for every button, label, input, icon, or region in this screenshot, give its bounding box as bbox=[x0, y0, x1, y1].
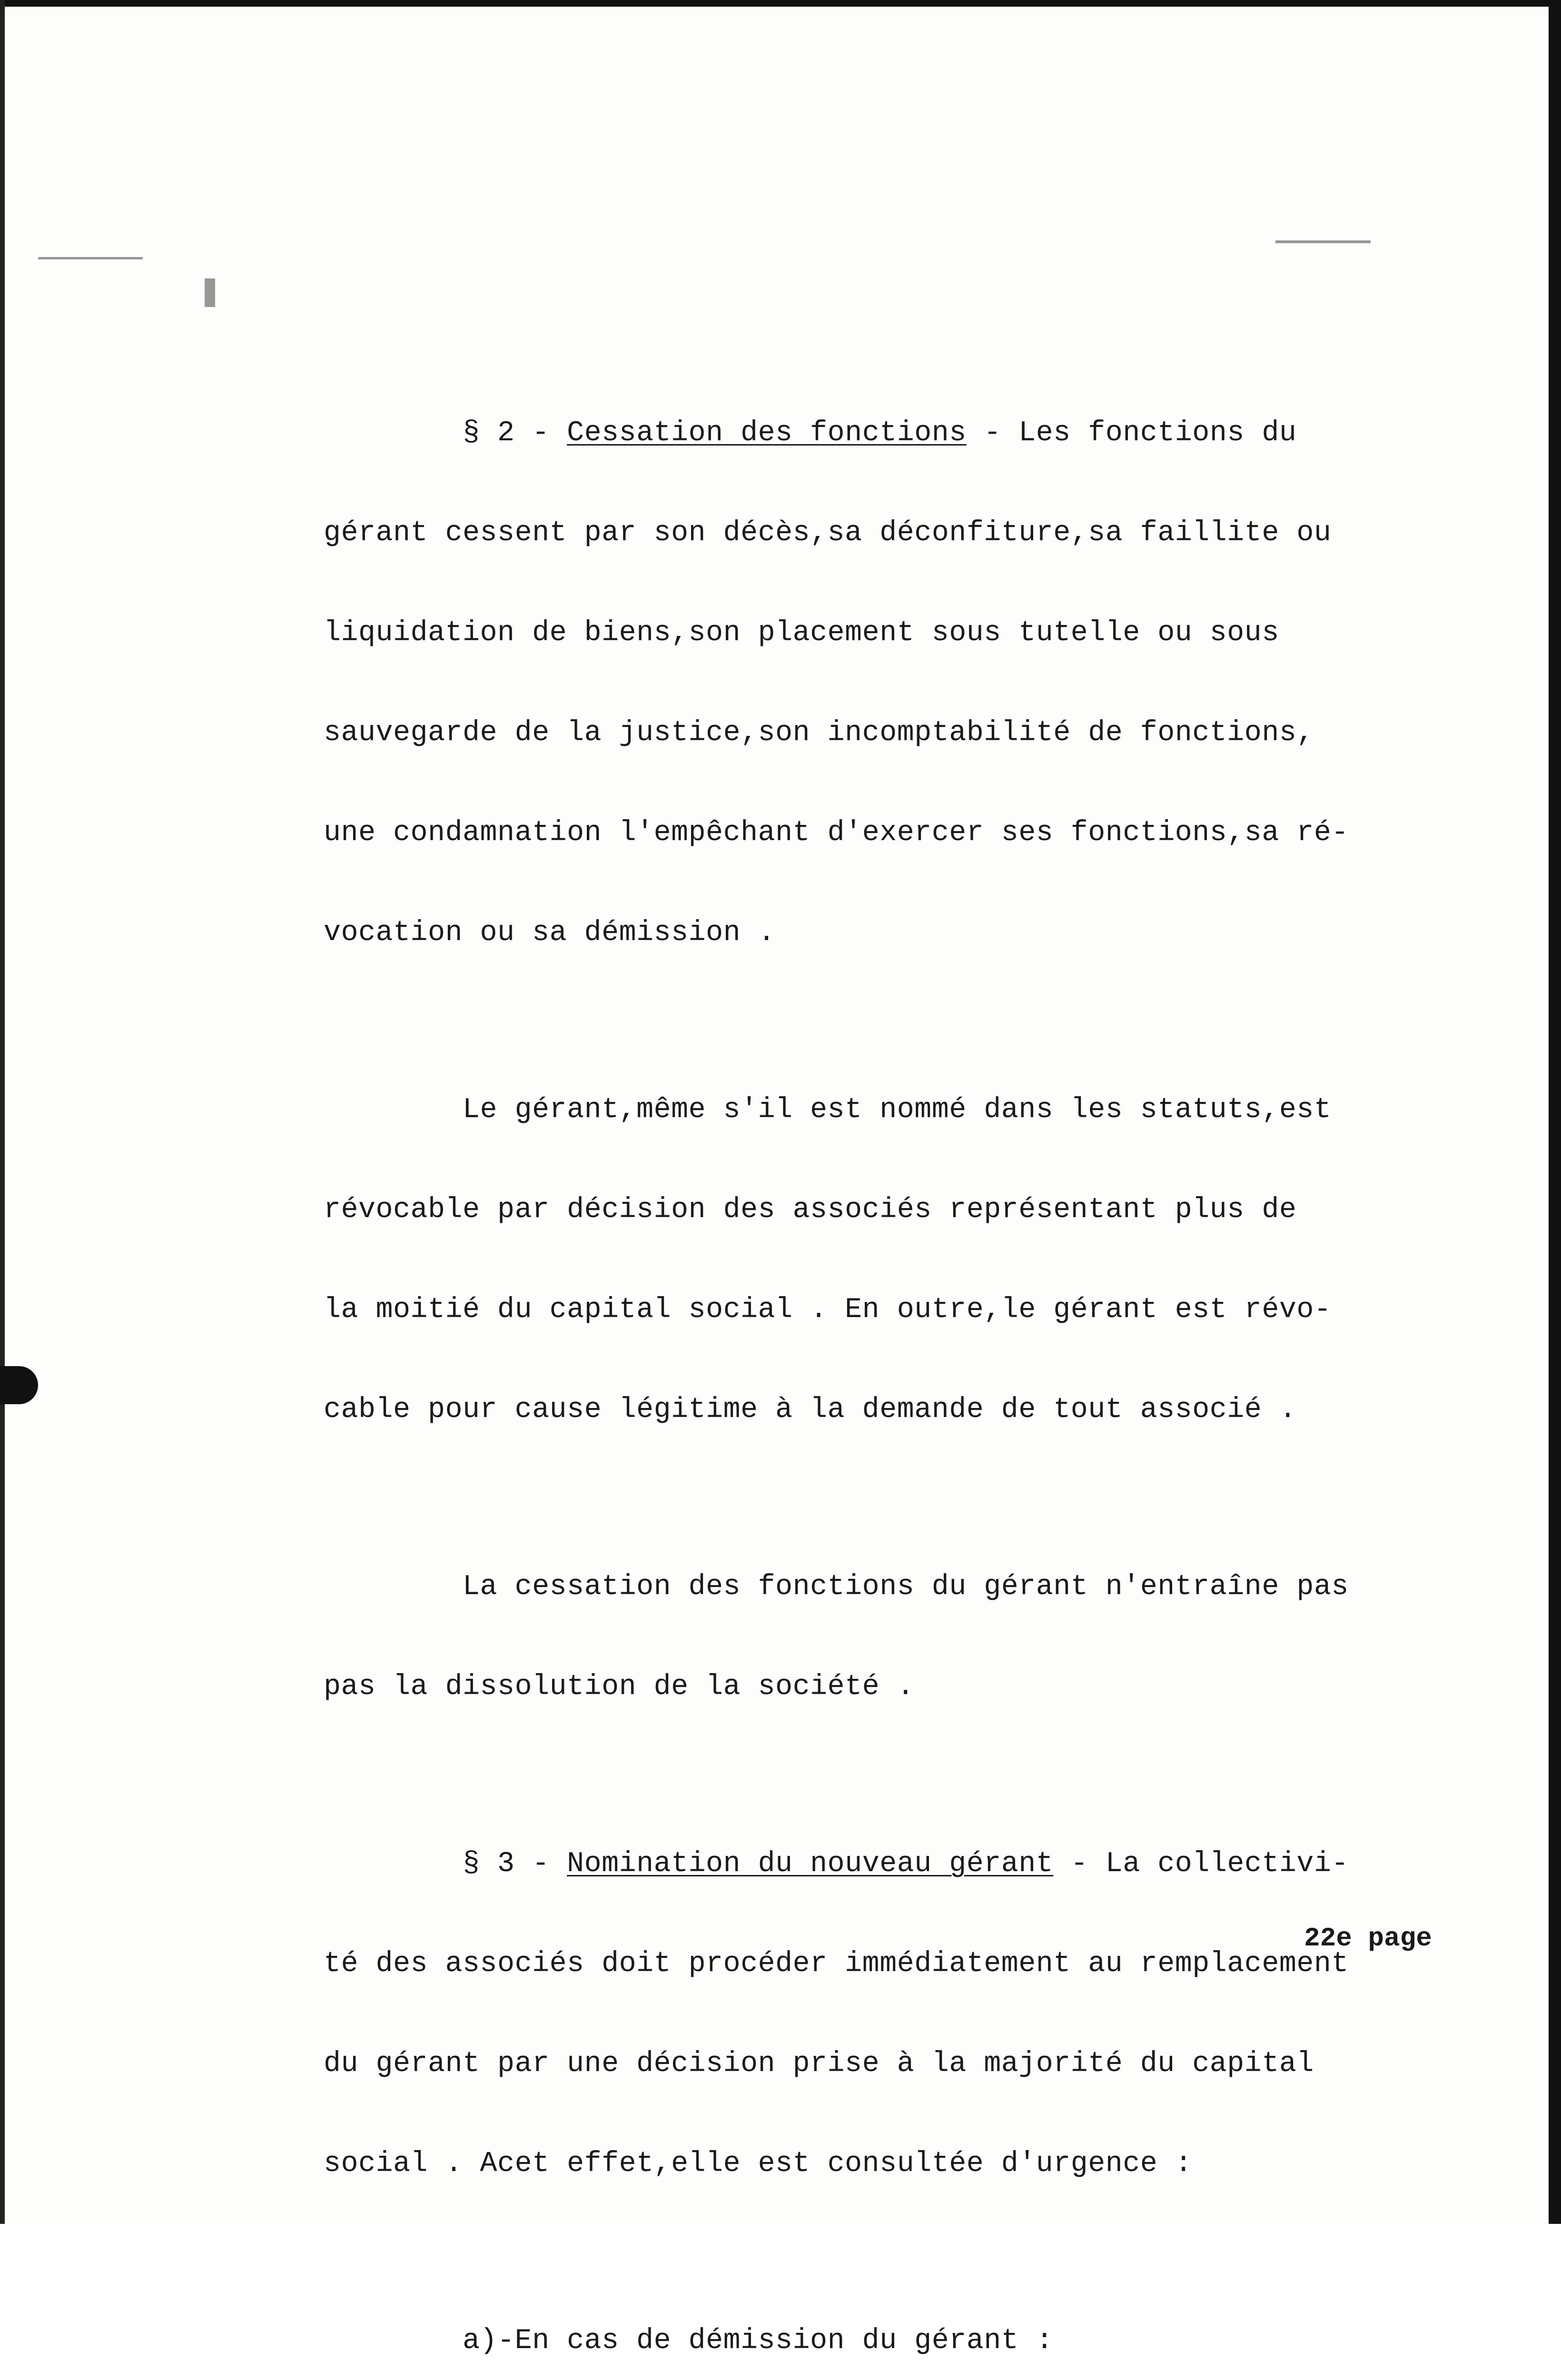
paragraph-dissolution bbox=[324, 1504, 1494, 1770]
text-line: La cessation des fonctions du gérant n'entraîne pas bbox=[324, 1571, 1349, 1603]
text-line: la moitié du capital social . En outre,le gérant est révo- bbox=[324, 1294, 1332, 1326]
text-line: vocation ou sa démission . bbox=[324, 917, 776, 949]
text-line: sauvegarde de la justice,son incomptabilité de fonctions, bbox=[324, 717, 1314, 749]
scan-edge-left bbox=[0, 0, 5, 2224]
text-line: révocable par décision des associés représentant plus de bbox=[324, 1194, 1297, 1226]
scan-smudge bbox=[1275, 240, 1371, 243]
text-line: a)-En cas de démission du gérant : bbox=[324, 2325, 1054, 2357]
paragraph-cessation bbox=[324, 350, 1494, 1016]
paragraph-nomination bbox=[324, 1781, 1494, 2247]
heading-nomination: Nomination du nouveau gérant bbox=[567, 1848, 1054, 1880]
text-line: Le gérant,même s'il est nommé dans les statuts,est bbox=[324, 1094, 1332, 1126]
text-line: pas la dissolution de la société . bbox=[324, 1671, 915, 1703]
scan-smudge bbox=[205, 278, 215, 307]
text-line: té des associés doit procéder immédiatement au remplacement bbox=[324, 1948, 1349, 1980]
text-line: § 2 - Cessation des fonctions - Les fonctions du bbox=[324, 417, 1297, 449]
heading-cessation: Cessation des fonctions bbox=[567, 417, 967, 449]
page-number: 22e page bbox=[1304, 1923, 1432, 1954]
punch-hole-mark bbox=[0, 1366, 38, 1404]
text-line: gérant cessent par son décès,sa déconfiture,sa faillite ou bbox=[324, 517, 1332, 549]
scan-edge-top bbox=[0, 0, 1561, 7]
text-line: cable pour cause légitime à la demande de tout associé . bbox=[324, 1394, 1297, 1426]
document-body bbox=[324, 350, 1494, 2380]
paragraph-case-a bbox=[324, 2258, 1494, 2380]
text-line: du gérant par une décision prise à la majorité du capital bbox=[324, 2048, 1314, 2080]
scan-smudge bbox=[38, 257, 143, 259]
text-line: § 3 - Nomination du nouveau gérant - La collectivi- bbox=[324, 1848, 1349, 1880]
scan-edge-right bbox=[1549, 0, 1561, 2224]
text-line: social . Acet effet,elle est consultée d'urgence : bbox=[324, 2148, 1193, 2180]
text-line: une condamnation l'empêchant d'exercer ses fonctions,sa ré- bbox=[324, 817, 1349, 849]
text-line: liquidation de biens,son placement sous tutelle ou sous bbox=[324, 617, 1279, 649]
paragraph-revocable bbox=[324, 1027, 1494, 1493]
